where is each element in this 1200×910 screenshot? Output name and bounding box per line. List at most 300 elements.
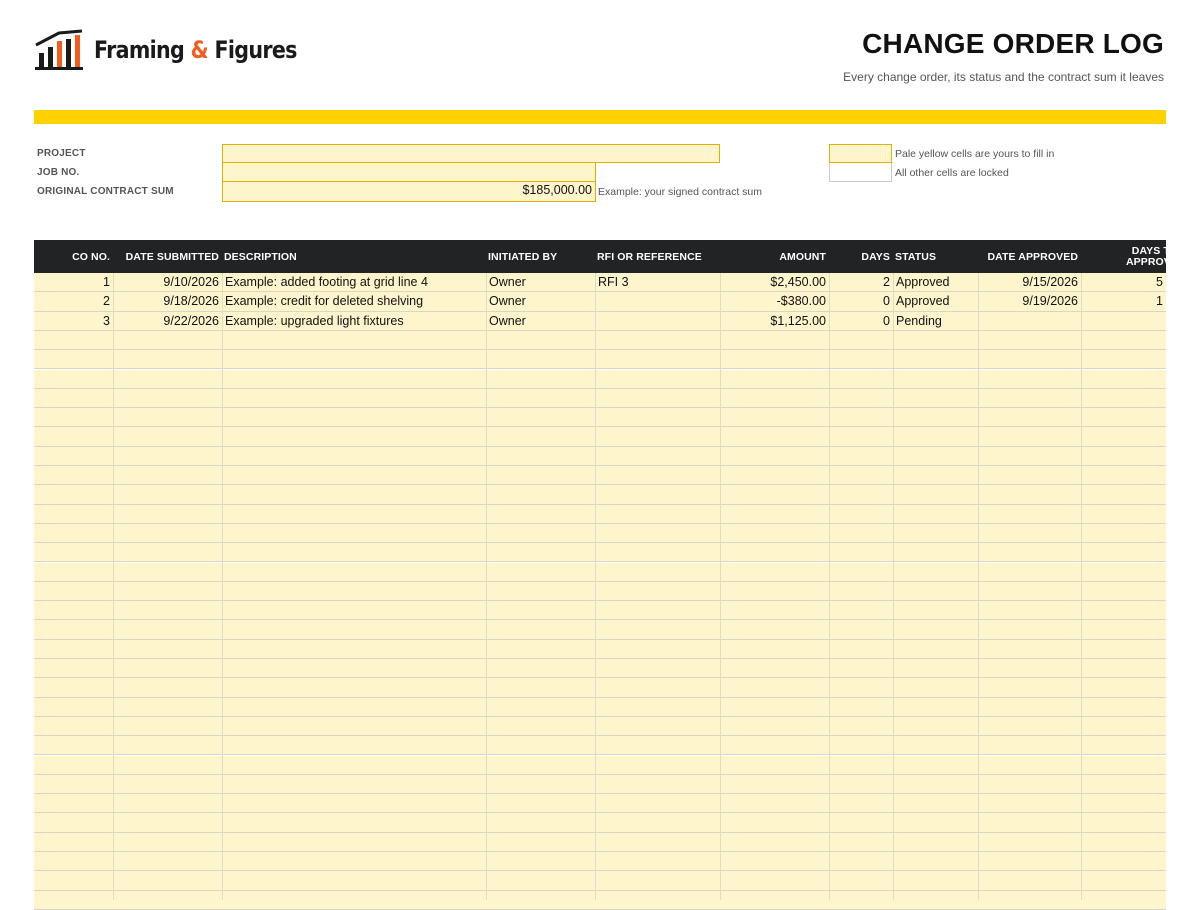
- cell-status[interactable]: [893, 717, 978, 736]
- cell-rfi[interactable]: [595, 659, 720, 678]
- cell-description[interactable]: [222, 543, 486, 562]
- cell-days[interactable]: [829, 543, 893, 562]
- cell-initiated-by[interactable]: [486, 485, 595, 504]
- cell-days-to-approve[interactable]: [1081, 312, 1166, 331]
- cell-initiated-by[interactable]: [486, 871, 595, 890]
- cell-rfi[interactable]: [595, 292, 720, 311]
- cell-status[interactable]: Approved: [896, 275, 950, 289]
- cell-date-approved[interactable]: [978, 813, 1081, 832]
- cell-date-submitted[interactable]: [113, 370, 222, 389]
- cell-date-approved[interactable]: [978, 698, 1081, 717]
- cell-date-submitted[interactable]: [113, 543, 222, 562]
- cell-days[interactable]: [829, 717, 893, 736]
- cell-amount[interactable]: [720, 524, 829, 543]
- cell-rfi[interactable]: [595, 582, 720, 601]
- cell-amount[interactable]: [720, 717, 829, 736]
- cell-days-to-approve[interactable]: [1081, 794, 1166, 813]
- cell-co-no[interactable]: [34, 891, 113, 910]
- cell-date-submitted[interactable]: [113, 601, 222, 620]
- cell-amount[interactable]: [720, 833, 829, 852]
- cell-days[interactable]: [829, 447, 893, 466]
- cell-description[interactable]: [222, 813, 486, 832]
- cell-co-no[interactable]: [34, 331, 113, 350]
- cell-initiated-by[interactable]: [486, 717, 595, 736]
- cell-days[interactable]: [829, 563, 893, 582]
- cell-co-no[interactable]: [34, 505, 113, 524]
- cell-co-no[interactable]: [34, 370, 113, 389]
- cell-days[interactable]: 0: [883, 294, 890, 309]
- cell-date-submitted[interactable]: [113, 427, 222, 446]
- cell-rfi[interactable]: [595, 775, 720, 794]
- cell-days-to-approve[interactable]: [1081, 601, 1166, 620]
- cell-date-submitted[interactable]: [113, 640, 222, 659]
- cell-amount[interactable]: $2,450.00: [770, 275, 826, 289]
- cell-rfi[interactable]: [595, 601, 720, 620]
- cell-initiated-by[interactable]: [486, 408, 595, 427]
- cell-days-to-approve[interactable]: [1081, 350, 1166, 369]
- cell-initiated-by[interactable]: [486, 331, 595, 350]
- cell-date-approved[interactable]: [978, 775, 1081, 794]
- cell-co-no[interactable]: [34, 427, 113, 446]
- cell-date-approved[interactable]: [978, 620, 1081, 639]
- cell-co-no[interactable]: [34, 601, 113, 620]
- cell-co-no[interactable]: [34, 659, 113, 678]
- cell-amount[interactable]: [720, 582, 829, 601]
- cell-co-no[interactable]: [34, 813, 113, 832]
- cell-description[interactable]: [222, 891, 486, 910]
- cell-initiated-by[interactable]: Owner: [489, 294, 526, 309]
- cell-initiated-by[interactable]: [486, 563, 595, 582]
- cell-rfi[interactable]: [595, 331, 720, 350]
- cell-rfi[interactable]: [595, 524, 720, 543]
- cell-days[interactable]: [829, 756, 893, 775]
- cell-days[interactable]: [829, 678, 893, 697]
- cell-rfi[interactable]: [595, 427, 720, 446]
- cell-status[interactable]: [893, 659, 978, 678]
- cell-date-approved[interactable]: [978, 505, 1081, 524]
- cell-description[interactable]: [222, 466, 486, 485]
- cell-days[interactable]: [829, 524, 893, 543]
- cell-description[interactable]: [222, 563, 486, 582]
- cell-amount[interactable]: [720, 447, 829, 466]
- cell-initiated-by[interactable]: [486, 447, 595, 466]
- cell-initiated-by[interactable]: [486, 582, 595, 601]
- cell-co-no[interactable]: [34, 543, 113, 562]
- cell-initiated-by[interactable]: [486, 370, 595, 389]
- cell-days[interactable]: [829, 466, 893, 485]
- cell-rfi[interactable]: RFI 3: [598, 275, 629, 289]
- cell-days[interactable]: [829, 659, 893, 678]
- cell-co-no[interactable]: 1: [103, 275, 110, 289]
- cell-status[interactable]: [893, 427, 978, 446]
- cell-days[interactable]: [829, 640, 893, 659]
- cell-days[interactable]: [829, 833, 893, 852]
- cell-days-to-approve[interactable]: [1081, 756, 1166, 775]
- cell-date-approved[interactable]: [978, 427, 1081, 446]
- cell-description[interactable]: [222, 331, 486, 350]
- cell-date-submitted[interactable]: [113, 331, 222, 350]
- cell-co-no[interactable]: [34, 678, 113, 697]
- cell-description[interactable]: Example: upgraded light fixtures: [225, 313, 404, 328]
- cell-description[interactable]: [222, 717, 486, 736]
- cell-date-approved[interactable]: [978, 717, 1081, 736]
- cell-initiated-by[interactable]: [486, 678, 595, 697]
- cell-status[interactable]: [893, 601, 978, 620]
- cell-date-submitted[interactable]: [113, 408, 222, 427]
- cell-amount[interactable]: [720, 331, 829, 350]
- cell-status[interactable]: [893, 833, 978, 852]
- cell-days-to-approve[interactable]: [1081, 408, 1166, 427]
- cell-status[interactable]: [893, 543, 978, 562]
- cell-co-no[interactable]: [34, 736, 113, 755]
- cell-date-submitted[interactable]: [113, 563, 222, 582]
- cell-date-approved[interactable]: [978, 891, 1081, 910]
- cell-co-no[interactable]: [34, 447, 113, 466]
- cell-co-no[interactable]: [34, 389, 113, 408]
- cell-date-submitted[interactable]: [113, 524, 222, 543]
- cell-amount[interactable]: [720, 813, 829, 832]
- cell-initiated-by[interactable]: [486, 756, 595, 775]
- cell-rfi[interactable]: [595, 370, 720, 389]
- cell-date-submitted[interactable]: [113, 485, 222, 504]
- cell-status[interactable]: [893, 852, 978, 871]
- cell-date-approved[interactable]: [978, 466, 1081, 485]
- cell-co-no[interactable]: [34, 756, 113, 775]
- cell-date-approved[interactable]: [978, 543, 1081, 562]
- cell-date-submitted[interactable]: 9/10/2026: [163, 275, 219, 289]
- cell-rfi[interactable]: [595, 678, 720, 697]
- cell-amount[interactable]: [720, 601, 829, 620]
- cell-days[interactable]: 0: [883, 313, 890, 328]
- cell-days-to-approve[interactable]: [1081, 871, 1166, 890]
- cell-initiated-by[interactable]: [486, 601, 595, 620]
- cell-date-approved[interactable]: [978, 408, 1081, 427]
- cell-date-approved[interactable]: [978, 312, 1081, 331]
- contract-sum-input[interactable]: $185,000.00: [222, 182, 596, 202]
- cell-days[interactable]: [829, 389, 893, 408]
- cell-date-submitted[interactable]: [113, 582, 222, 601]
- cell-co-no[interactable]: [34, 794, 113, 813]
- cell-days[interactable]: 2: [883, 275, 890, 289]
- cell-description[interactable]: [222, 871, 486, 890]
- cell-amount[interactable]: [720, 427, 829, 446]
- cell-rfi[interactable]: [595, 466, 720, 485]
- cell-days-to-approve[interactable]: [1081, 736, 1166, 755]
- cell-rfi[interactable]: [595, 813, 720, 832]
- cell-rfi[interactable]: [595, 563, 720, 582]
- cell-description[interactable]: [222, 736, 486, 755]
- cell-initiated-by[interactable]: [486, 659, 595, 678]
- cell-status[interactable]: [893, 466, 978, 485]
- cell-date-submitted[interactable]: [113, 447, 222, 466]
- cell-amount[interactable]: [720, 505, 829, 524]
- cell-amount[interactable]: [720, 698, 829, 717]
- cell-rfi[interactable]: [595, 620, 720, 639]
- cell-initiated-by[interactable]: [486, 620, 595, 639]
- cell-co-no[interactable]: [34, 717, 113, 736]
- cell-amount[interactable]: [720, 640, 829, 659]
- cell-amount[interactable]: [720, 775, 829, 794]
- cell-days-to-approve[interactable]: [1081, 678, 1166, 697]
- cell-co-no[interactable]: [34, 485, 113, 504]
- cell-days[interactable]: [829, 852, 893, 871]
- cell-amount[interactable]: [720, 794, 829, 813]
- cell-days[interactable]: [829, 620, 893, 639]
- cell-date-approved[interactable]: [978, 833, 1081, 852]
- cell-rfi[interactable]: [595, 698, 720, 717]
- cell-co-no[interactable]: [34, 524, 113, 543]
- cell-co-no[interactable]: [34, 833, 113, 852]
- cell-status[interactable]: [893, 891, 978, 910]
- cell-date-approved[interactable]: [978, 794, 1081, 813]
- cell-days-to-approve[interactable]: [1081, 427, 1166, 446]
- cell-amount[interactable]: $1,125.00: [770, 313, 826, 328]
- cell-initiated-by[interactable]: [486, 833, 595, 852]
- cell-status[interactable]: [893, 408, 978, 427]
- cell-co-no[interactable]: [34, 582, 113, 601]
- cell-description[interactable]: [222, 427, 486, 446]
- cell-date-submitted[interactable]: [113, 871, 222, 890]
- cell-days[interactable]: [829, 871, 893, 890]
- cell-status[interactable]: [893, 775, 978, 794]
- cell-description[interactable]: [222, 620, 486, 639]
- cell-rfi[interactable]: [595, 871, 720, 890]
- cell-days-to-approve[interactable]: [1081, 543, 1166, 562]
- cell-days-to-approve[interactable]: [1081, 620, 1166, 639]
- cell-date-submitted[interactable]: [113, 620, 222, 639]
- cell-initiated-by[interactable]: [486, 427, 595, 446]
- cell-status[interactable]: [893, 582, 978, 601]
- cell-days-to-approve[interactable]: [1081, 563, 1166, 582]
- cell-co-no[interactable]: [34, 408, 113, 427]
- cell-initiated-by[interactable]: [486, 543, 595, 562]
- cell-amount[interactable]: [720, 891, 829, 910]
- cell-date-submitted[interactable]: [113, 736, 222, 755]
- cell-date-approved[interactable]: [978, 601, 1081, 620]
- cell-co-no[interactable]: [34, 852, 113, 871]
- cell-days[interactable]: [829, 794, 893, 813]
- cell-date-approved[interactable]: 9/15/2026: [1022, 275, 1078, 289]
- cell-days[interactable]: [829, 891, 893, 910]
- cell-initiated-by[interactable]: [486, 775, 595, 794]
- cell-rfi[interactable]: [595, 756, 720, 775]
- cell-date-submitted[interactable]: [113, 466, 222, 485]
- cell-co-no[interactable]: [34, 563, 113, 582]
- cell-days-to-approve[interactable]: [1081, 370, 1166, 389]
- cell-description[interactable]: [222, 447, 486, 466]
- cell-description[interactable]: Example: added footing at grid line 4: [225, 275, 428, 289]
- cell-days-to-approve[interactable]: [1081, 524, 1166, 543]
- cell-amount[interactable]: [720, 563, 829, 582]
- cell-days-to-approve[interactable]: [1081, 775, 1166, 794]
- cell-co-no[interactable]: 3: [103, 313, 110, 328]
- cell-date-approved[interactable]: [978, 447, 1081, 466]
- cell-description[interactable]: [222, 698, 486, 717]
- cell-amount[interactable]: [720, 659, 829, 678]
- cell-date-approved[interactable]: [978, 582, 1081, 601]
- cell-days-to-approve[interactable]: [1081, 331, 1166, 350]
- cell-date-approved[interactable]: 9/19/2026: [1022, 294, 1078, 309]
- cell-status[interactable]: [893, 505, 978, 524]
- cell-date-approved[interactable]: [978, 389, 1081, 408]
- cell-days-to-approve[interactable]: 1: [1156, 294, 1163, 309]
- cell-date-submitted[interactable]: 9/22/2026: [163, 313, 219, 328]
- cell-days-to-approve[interactable]: [1081, 640, 1166, 659]
- cell-status[interactable]: [893, 620, 978, 639]
- cell-amount[interactable]: [720, 871, 829, 890]
- cell-initiated-by[interactable]: [486, 891, 595, 910]
- cell-days-to-approve[interactable]: [1081, 813, 1166, 832]
- cell-date-approved[interactable]: [978, 524, 1081, 543]
- cell-amount[interactable]: [720, 852, 829, 871]
- cell-rfi[interactable]: [595, 312, 720, 331]
- cell-status[interactable]: [893, 524, 978, 543]
- cell-amount[interactable]: [720, 485, 829, 504]
- cell-initiated-by[interactable]: [486, 852, 595, 871]
- cell-status[interactable]: [893, 350, 978, 369]
- cell-status[interactable]: [893, 640, 978, 659]
- cell-description[interactable]: [222, 350, 486, 369]
- cell-days[interactable]: [829, 485, 893, 504]
- cell-date-approved[interactable]: [978, 563, 1081, 582]
- cell-status[interactable]: Pending: [896, 313, 942, 328]
- cell-amount[interactable]: [720, 543, 829, 562]
- cell-date-approved[interactable]: [978, 485, 1081, 504]
- cell-co-no[interactable]: [34, 466, 113, 485]
- cell-initiated-by[interactable]: [486, 524, 595, 543]
- cell-description[interactable]: [222, 582, 486, 601]
- cell-days[interactable]: [829, 736, 893, 755]
- cell-date-submitted[interactable]: [113, 891, 222, 910]
- cell-amount[interactable]: [720, 678, 829, 697]
- cell-days[interactable]: [829, 408, 893, 427]
- cell-days[interactable]: [829, 427, 893, 446]
- cell-status[interactable]: [893, 331, 978, 350]
- cell-date-approved[interactable]: [978, 370, 1081, 389]
- cell-date-submitted[interactable]: [113, 756, 222, 775]
- cell-days-to-approve[interactable]: [1081, 505, 1166, 524]
- cell-initiated-by[interactable]: [486, 505, 595, 524]
- cell-initiated-by[interactable]: [486, 640, 595, 659]
- cell-rfi[interactable]: [595, 640, 720, 659]
- cell-date-approved[interactable]: [978, 640, 1081, 659]
- cell-rfi[interactable]: [595, 447, 720, 466]
- cell-description[interactable]: [222, 659, 486, 678]
- cell-status[interactable]: [893, 370, 978, 389]
- cell-days-to-approve[interactable]: [1081, 833, 1166, 852]
- cell-date-approved[interactable]: [978, 736, 1081, 755]
- cell-date-submitted[interactable]: [113, 505, 222, 524]
- cell-description[interactable]: [222, 678, 486, 697]
- cell-amount[interactable]: [720, 736, 829, 755]
- cell-days[interactable]: [829, 505, 893, 524]
- job-no-input[interactable]: [222, 163, 596, 182]
- cell-description[interactable]: [222, 524, 486, 543]
- cell-description[interactable]: [222, 505, 486, 524]
- cell-rfi[interactable]: [595, 736, 720, 755]
- cell-date-submitted[interactable]: [113, 813, 222, 832]
- cell-days-to-approve[interactable]: [1081, 659, 1166, 678]
- cell-description[interactable]: [222, 601, 486, 620]
- cell-co-no[interactable]: [34, 871, 113, 890]
- cell-status[interactable]: [893, 756, 978, 775]
- cell-description[interactable]: [222, 485, 486, 504]
- cell-status[interactable]: [893, 389, 978, 408]
- cell-days-to-approve[interactable]: [1081, 582, 1166, 601]
- cell-rfi[interactable]: [595, 852, 720, 871]
- cell-rfi[interactable]: [595, 350, 720, 369]
- cell-rfi[interactable]: [595, 794, 720, 813]
- cell-status[interactable]: [893, 485, 978, 504]
- cell-description[interactable]: [222, 794, 486, 813]
- cell-rfi[interactable]: [595, 543, 720, 562]
- cell-days[interactable]: [829, 698, 893, 717]
- cell-amount[interactable]: [720, 408, 829, 427]
- cell-amount[interactable]: -$380.00: [776, 294, 826, 309]
- cell-amount[interactable]: [720, 620, 829, 639]
- cell-date-approved[interactable]: [978, 678, 1081, 697]
- cell-days-to-approve[interactable]: [1081, 717, 1166, 736]
- cell-days[interactable]: [829, 813, 893, 832]
- cell-days[interactable]: [829, 601, 893, 620]
- cell-initiated-by[interactable]: [486, 389, 595, 408]
- cell-initiated-by[interactable]: [486, 794, 595, 813]
- cell-description[interactable]: [222, 640, 486, 659]
- cell-initiated-by[interactable]: [486, 698, 595, 717]
- cell-date-approved[interactable]: [978, 852, 1081, 871]
- cell-date-approved[interactable]: [978, 659, 1081, 678]
- cell-status[interactable]: [893, 563, 978, 582]
- cell-status[interactable]: [893, 678, 978, 697]
- cell-description[interactable]: [222, 833, 486, 852]
- cell-rfi[interactable]: [595, 485, 720, 504]
- cell-days-to-approve[interactable]: [1081, 891, 1166, 910]
- cell-description[interactable]: [222, 389, 486, 408]
- cell-days-to-approve[interactable]: [1081, 447, 1166, 466]
- cell-co-no[interactable]: [34, 698, 113, 717]
- cell-rfi[interactable]: [595, 505, 720, 524]
- cell-description[interactable]: [222, 775, 486, 794]
- cell-initiated-by[interactable]: [486, 813, 595, 832]
- cell-days[interactable]: [829, 350, 893, 369]
- cell-rfi[interactable]: [595, 408, 720, 427]
- cell-days[interactable]: [829, 582, 893, 601]
- cell-date-submitted[interactable]: [113, 833, 222, 852]
- cell-status[interactable]: [893, 698, 978, 717]
- cell-amount[interactable]: [720, 389, 829, 408]
- cell-date-submitted[interactable]: [113, 775, 222, 794]
- cell-date-submitted[interactable]: [113, 659, 222, 678]
- cell-co-no[interactable]: [34, 350, 113, 369]
- cell-rfi[interactable]: [595, 389, 720, 408]
- project-input[interactable]: [222, 144, 720, 163]
- cell-date-approved[interactable]: [978, 871, 1081, 890]
- cell-initiated-by[interactable]: [486, 736, 595, 755]
- cell-status[interactable]: [893, 447, 978, 466]
- cell-status[interactable]: [893, 813, 978, 832]
- cell-days[interactable]: [829, 775, 893, 794]
- cell-amount[interactable]: [720, 756, 829, 775]
- cell-status[interactable]: Approved: [896, 294, 950, 309]
- cell-co-no[interactable]: [34, 620, 113, 639]
- cell-co-no[interactable]: 2: [103, 294, 110, 309]
- cell-amount[interactable]: [720, 370, 829, 389]
- cell-co-no[interactable]: [34, 640, 113, 659]
- cell-status[interactable]: [893, 794, 978, 813]
- cell-date-approved[interactable]: [978, 331, 1081, 350]
- cell-days-to-approve[interactable]: [1081, 852, 1166, 871]
- cell-initiated-by[interactable]: Owner: [489, 313, 526, 328]
